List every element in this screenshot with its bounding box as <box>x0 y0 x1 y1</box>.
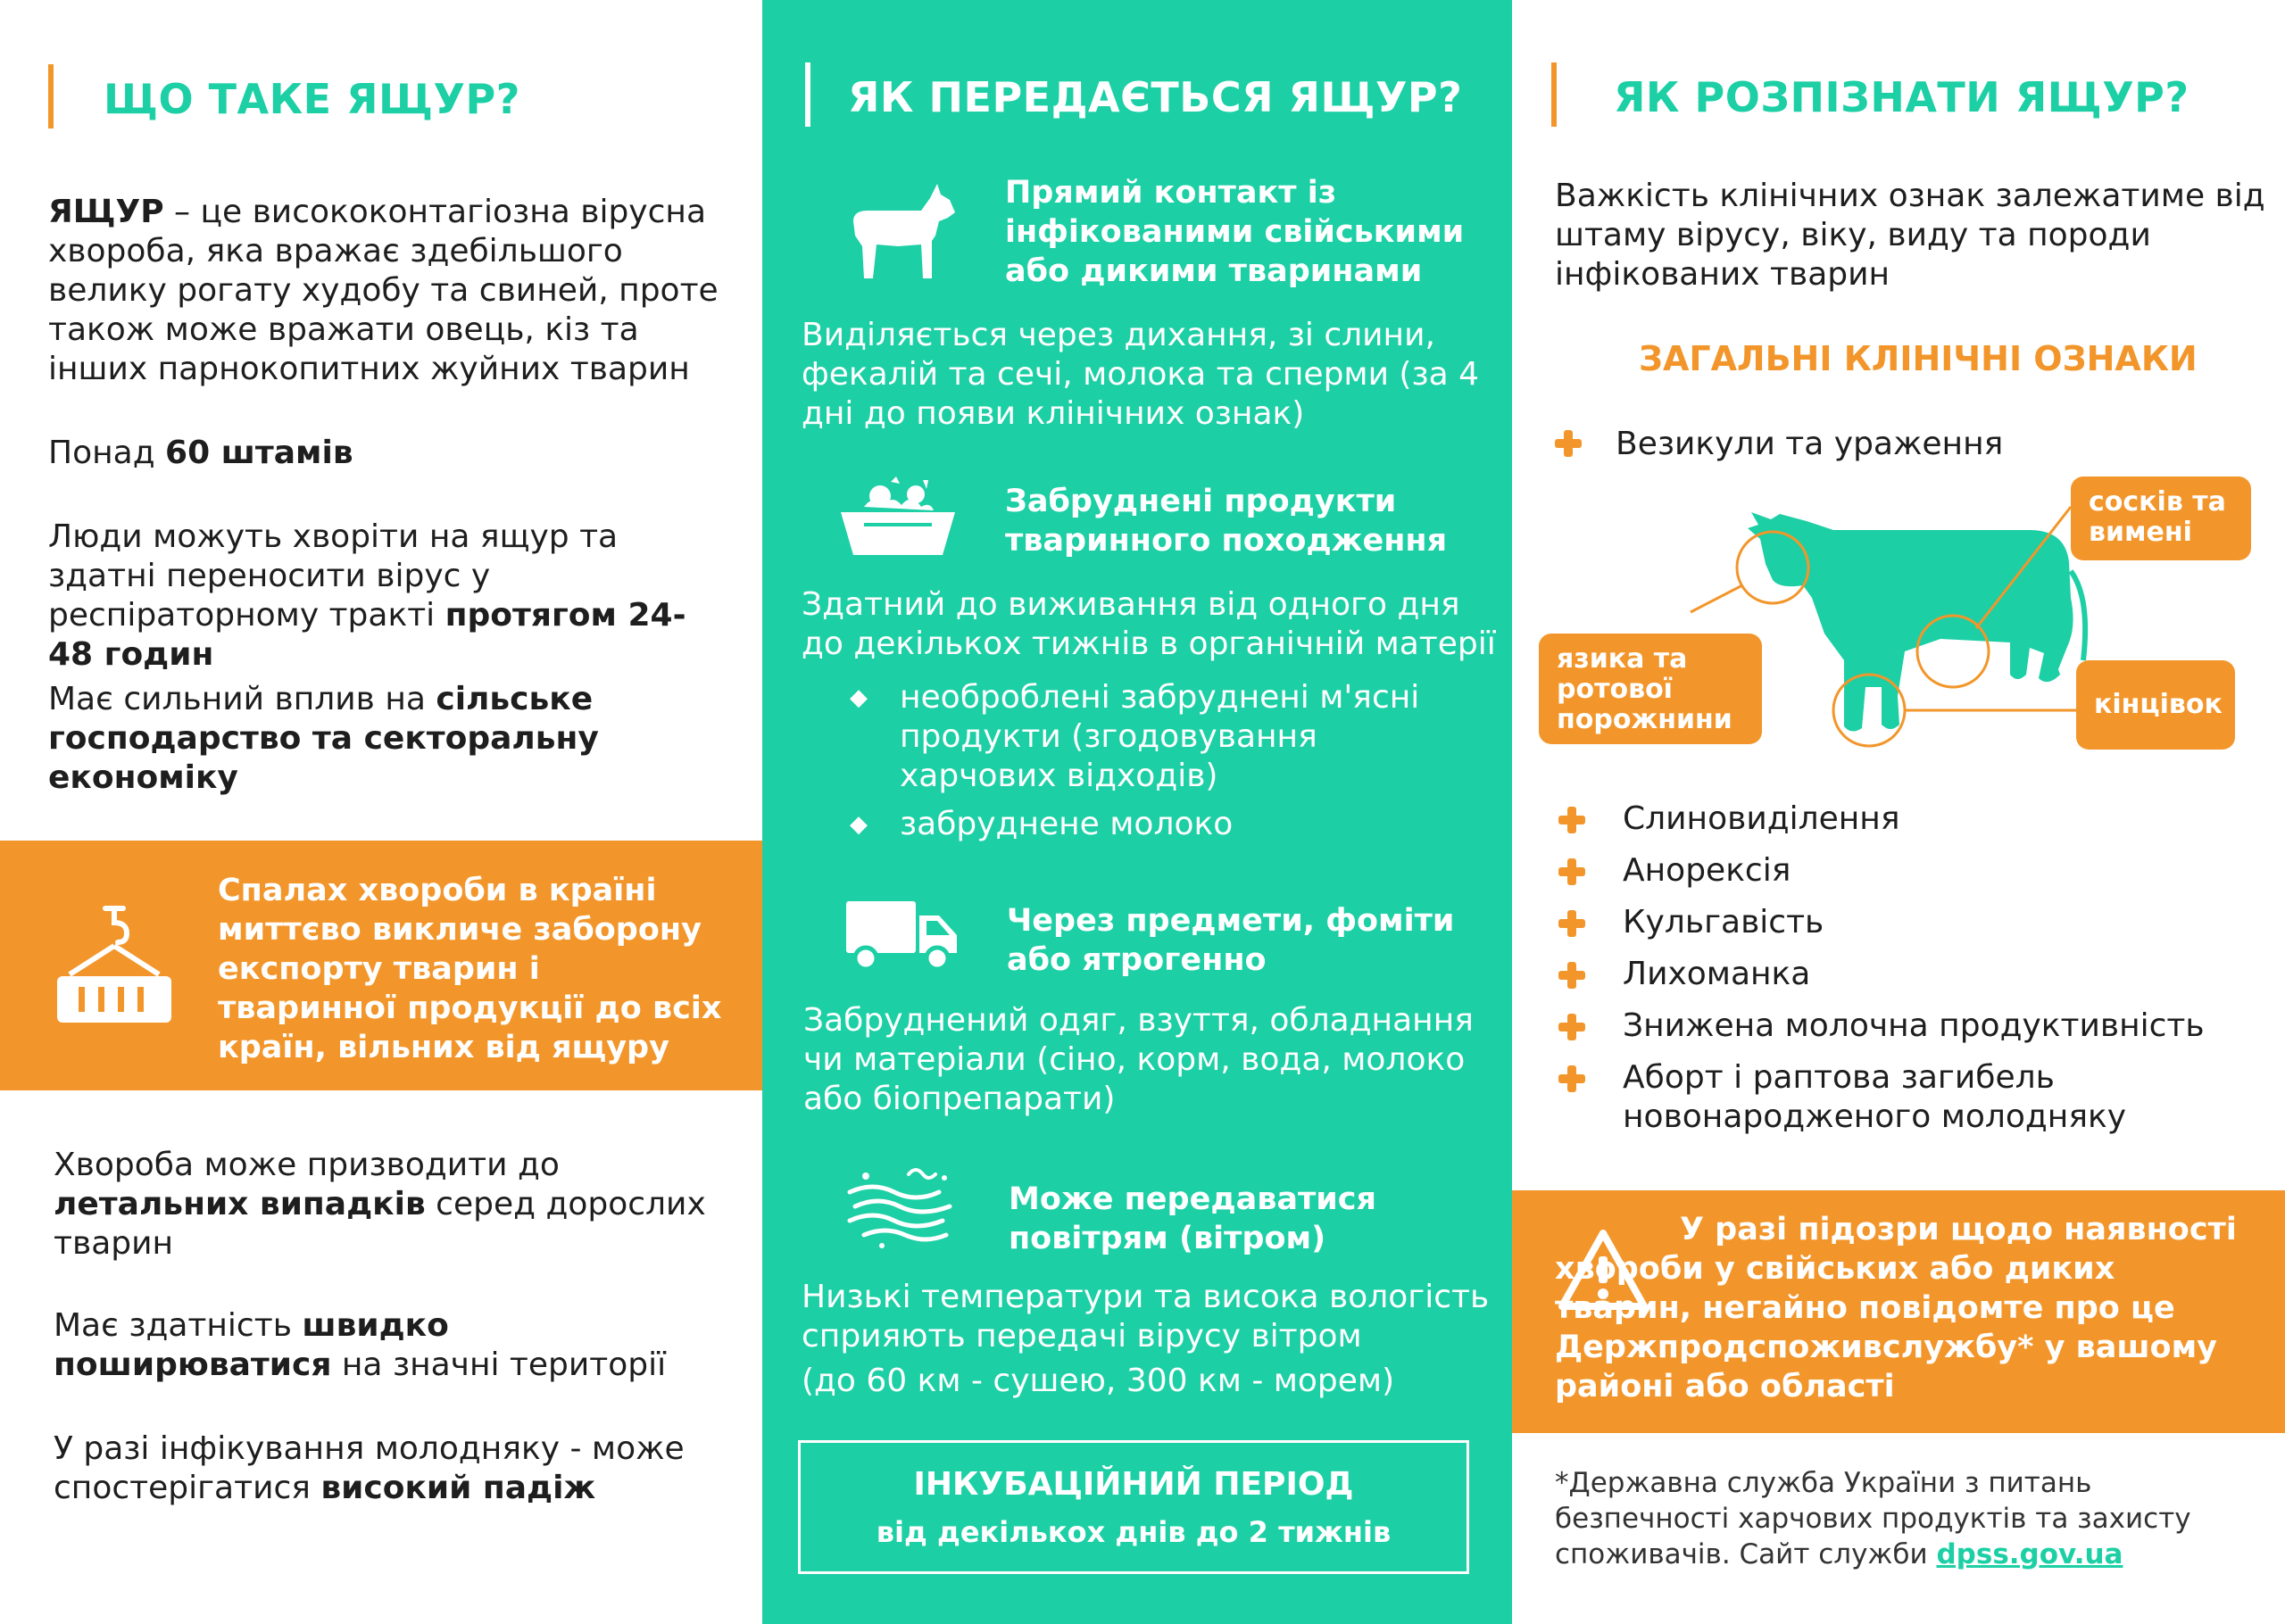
list-item <box>1558 1058 2255 1137</box>
sign-text: Аборт і раптова загибель новонародженого молодняку <box>1623 1059 2127 1135</box>
sign-text: Кульгавість <box>1623 904 1824 940</box>
title-accent-bar <box>805 62 810 127</box>
direct-contact-text: Виділяється через дихання, зі слини, фекалій та сечі, молока та сперми (за 4 дні до появи клінічних ознак) <box>802 317 1480 432</box>
plus-icon <box>1558 1065 1585 1092</box>
dpss-website-link[interactable]: dpss.gov.ua <box>1936 1538 2123 1570</box>
clinical-signs-subtitle: ЗАГАЛЬНІ КЛІНІЧНІ ОЗНАКИ <box>1639 339 2198 378</box>
strains-paragraph <box>48 434 727 473</box>
sign-text: Знижена молочна продуктивність <box>1623 1007 2205 1044</box>
list-item <box>1558 903 2255 942</box>
plus-icon <box>1558 858 1585 885</box>
definition-paragraph <box>48 193 727 389</box>
youngstock-text: У разі інфікування молодняку - може спостерігатися <box>54 1430 685 1506</box>
column-recognition <box>1512 0 2285 1624</box>
sign-text: Анорексія <box>1623 852 1791 889</box>
impact-text: Має сильний вплив на <box>48 681 436 717</box>
plus-icon <box>1558 962 1585 989</box>
contaminated-products-list <box>850 678 1475 853</box>
contaminated-products-title: Забруднені продукти тваринного походження <box>1005 484 1448 559</box>
title-accent-bar <box>48 64 54 128</box>
plus-icon <box>1555 430 1582 457</box>
cow-icon <box>1748 512 2085 732</box>
sign-text: Слиновиділення <box>1623 800 1900 837</box>
incubation-title: ІНКУБАЦІЙНИЙ ПЕРІОД <box>913 1466 1354 1503</box>
strains-text: Понад <box>48 435 166 471</box>
airborne-title: Може передаватися повітрям (вітром) <box>1009 1181 1377 1256</box>
incubation-box <box>798 1440 1469 1574</box>
fmd-term: ЯЩУР <box>48 194 164 230</box>
spread-text-end: на значні території <box>331 1346 667 1383</box>
lethal-text-end: серед дорослих тварин <box>54 1186 706 1262</box>
list-item: ◆ необроблені забруднені м'ясні продукти (згодовування харчових відходів) <box>850 678 1475 796</box>
footnote-text: *Державна служба України з питань безпечності харчових продуктів та захисту споживачів. Сайт служби <box>1555 1467 2191 1570</box>
fomites-text: Забруднений одяг, взуття, обладнання чи матеріали (сіно, корм, вода, молоко або біопрепарати) <box>803 1002 1474 1117</box>
list-item <box>1558 955 2255 994</box>
label-teats: сосків та вимені <box>2071 476 2251 560</box>
impact-sectors: сільське господарство та секторальну економіку <box>48 681 599 796</box>
impact-paragraph <box>48 680 727 798</box>
spread-paragraph <box>54 1306 732 1385</box>
fomites-title: Через предмети, фоміти або ятрогенно <box>1007 903 1455 978</box>
incubation-text: від декількох днів до 2 тижнів <box>876 1515 1392 1549</box>
footnote <box>1555 1465 2269 1572</box>
list-item <box>1558 851 2255 891</box>
export-ban-band <box>0 841 762 1090</box>
list-item <box>1558 1007 2255 1046</box>
truck-icon <box>846 898 959 973</box>
column-transmission <box>762 0 1512 1624</box>
strains-count: 60 штамів <box>165 435 353 471</box>
lethal-text: Хвороба може призводити до <box>54 1147 560 1183</box>
youngstock-paragraph <box>54 1429 732 1508</box>
airborne-distance: (до 60 км - сушею, 300 км - морем) <box>802 1363 1395 1399</box>
column-what-is-fmd <box>0 0 762 1624</box>
lethal-paragraph <box>54 1146 732 1264</box>
intro-text: Важкість клінічних ознак залежатиме від штаму вірусу, віку, виду та породи інфікованих тварин <box>1555 178 2265 293</box>
lethal-cases: летальних випадків <box>54 1186 426 1222</box>
high-mortality: високий падіж <box>320 1470 596 1506</box>
plus-icon <box>1558 1014 1585 1040</box>
spread-fast: швидко поширюватися <box>54 1307 449 1383</box>
list-item <box>1558 800 2255 839</box>
humans-duration: протягом 24-48 годин <box>48 597 686 673</box>
airborne-text: Низькі температури та висока вологість сприяють передачі вірусу вітром <box>802 1279 1490 1355</box>
definition-text: – це висококонтагіозна вірусна хвороба, яка вражає здебільшого велику рогату худобу та свиней, проте також може вражати овець, кіз та інших парнокопитних жуйних тварин <box>48 194 719 387</box>
report-alert-text: У разі підозри щодо наявності хвороби у свійських або диких тварин, негайно повідомте про це Держпродспоживслужбу* у вашому районі або області <box>1555 1212 2237 1404</box>
sign-text: Лихоманка <box>1623 956 1811 992</box>
label-tongue: язика та ротової порожнини <box>1539 634 1762 744</box>
wind-icon <box>846 1165 957 1251</box>
report-alert-band <box>1512 1190 2285 1433</box>
export-ban-text: Спалах хвороби в країні миттєво викличе заборону експорту тварин і тваринної продукції до всіх країн, вільних від ящуру <box>218 873 722 1065</box>
list-item: ◆ забруднене молоко <box>850 805 1475 844</box>
column-3-title: ЯК РОЗПІЗНАТИ ЯЩУР? <box>1614 73 2189 121</box>
cargo-crane-icon <box>54 903 175 1028</box>
goat-icon <box>844 182 960 282</box>
label-limbs: кінцівок <box>2076 660 2235 750</box>
connector-line <box>1691 585 1742 612</box>
direct-contact-title: Прямий контакт із інфікованими свійськими або дикими тваринами <box>1005 175 1465 289</box>
plus-icon <box>1558 807 1585 833</box>
title-accent-bar <box>1551 62 1557 127</box>
plus-icon <box>1558 910 1585 937</box>
vesicles-text: Везикули та ураження <box>1616 426 2004 462</box>
column-2-title: ЯК ПЕРЕДАЄТЬСЯ ЯЩУР? <box>848 73 1463 121</box>
spread-text: Має здатність <box>54 1307 303 1344</box>
column-1-title: ЩО ТАКЕ ЯЩУР? <box>104 75 520 123</box>
food-basket-icon <box>837 476 959 557</box>
contaminated-products-text: Здатний до виживання від одного дня до декількох тижнів в органічній матерії <box>802 586 1496 662</box>
humans-text: Люди можуть хворіти на ящур та здатні переносити вірус у респіраторному тракті <box>48 518 619 634</box>
humans-paragraph <box>48 518 727 675</box>
clinical-signs-list <box>1558 800 2255 1149</box>
